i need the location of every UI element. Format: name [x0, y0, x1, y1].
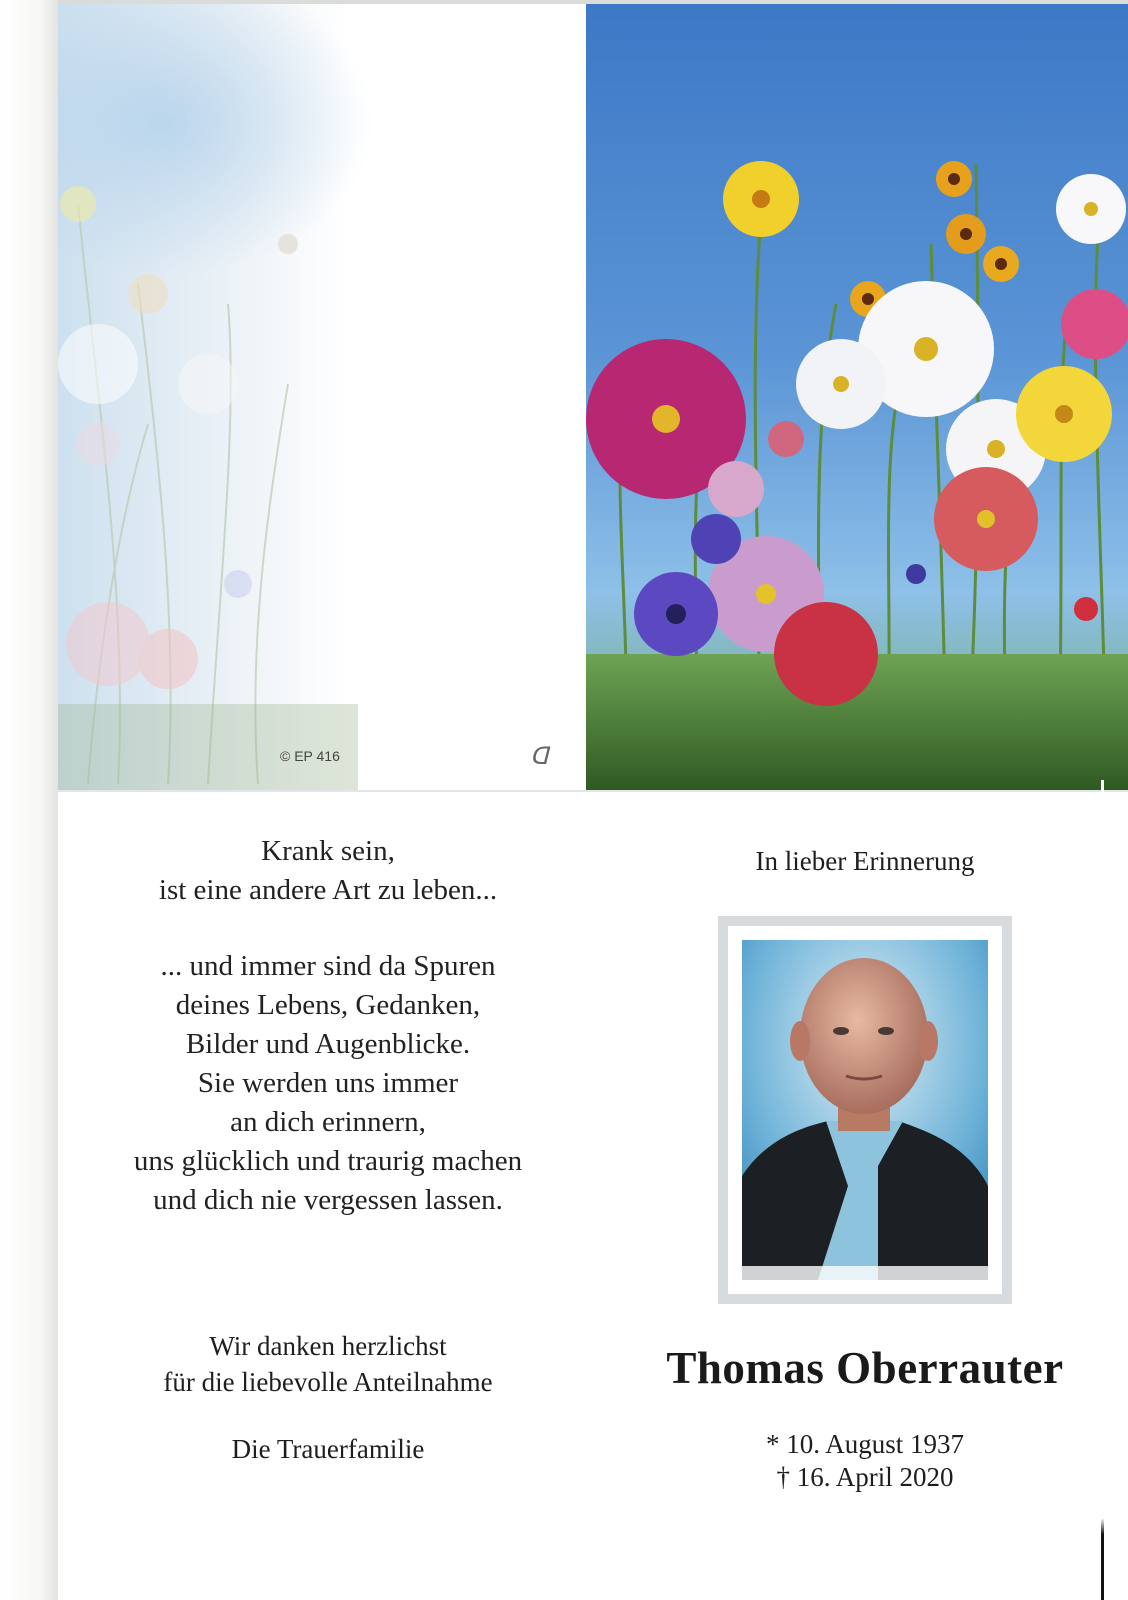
scan-margin-right: [1101, 780, 1104, 1600]
memory-heading: In lieber Erinnerung: [755, 846, 975, 876]
copyright-notice: © EP 416: [280, 748, 340, 764]
portrait-frame: [718, 916, 1012, 1304]
birth-date: * 10. August 1937: [765, 1429, 965, 1459]
deceased-name: Thomas Oberrauter: [666, 1343, 1064, 1393]
poem-line: Sie werden uns immer: [197, 1067, 459, 1099]
life-dates: [650, 1428, 1080, 1494]
memorial-poem: [58, 832, 598, 1220]
poem-line: ... und immer sind da Spuren: [160, 950, 496, 982]
poem-line: ist eine andere Art zu leben...: [158, 874, 498, 906]
faded-flower-panel: [58, 4, 586, 790]
signature-icon: ᗡ: [530, 744, 549, 770]
death-date: † 16. April 2020: [776, 1462, 954, 1492]
fold-line: [58, 790, 1128, 792]
stanza-gap: [58, 910, 598, 947]
portrait-photo: [728, 926, 1002, 1294]
scan-margin-left: [0, 0, 58, 1600]
poem-line: an dich erinnern,: [230, 1106, 426, 1138]
thanks-message: [58, 1328, 598, 1400]
poem-line: Bilder und Augenblicke.: [185, 1028, 471, 1060]
thanks-line: Wir danken herzlichst: [209, 1331, 447, 1361]
faded-flowers-illustration: [58, 4, 586, 790]
wildflowers-illustration: [586, 4, 1128, 790]
poem-line: deines Lebens, Gedanken,: [175, 989, 481, 1021]
portrait-illustration: [728, 926, 1002, 1294]
family-signature: Die Trauerfamilie: [231, 1434, 425, 1464]
poem-line: uns glücklich und traurig machen: [133, 1145, 523, 1177]
wildflower-photo: [586, 4, 1128, 790]
poem-line: und dich nie vergessen lassen.: [153, 1184, 503, 1216]
thanks-line: für die liebevolle Anteilnahme: [163, 1367, 493, 1397]
poem-line: Krank sein,: [261, 835, 395, 867]
